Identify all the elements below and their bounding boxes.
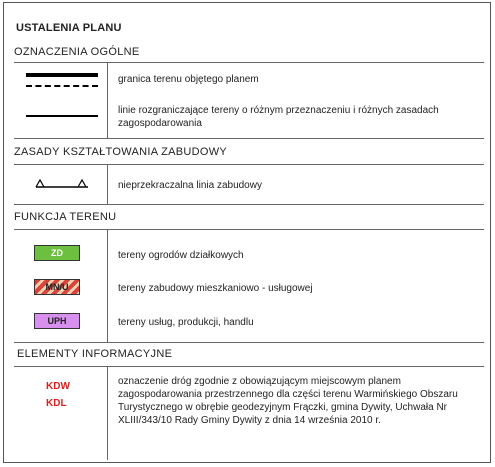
divider-land-bottom [14,342,484,343]
uph-badge: UPH [34,313,80,329]
divider-building-column [107,164,108,204]
border-line-symbol [26,73,98,77]
divider-land-top [14,229,484,230]
zd-label: tereny ogrodów działkowych [118,250,244,261]
section-building-rules: ZASADY KSZTAŁTOWANIA ZABUDOWY [14,146,228,158]
divider-general-top [14,62,484,63]
uph-label: tereny usług, produkcji, handlu [118,317,254,328]
divider-building-bottom [14,204,484,205]
kdw-code: KDW [46,381,70,392]
divider-land-column [107,229,108,342]
roads-label: oznaczenie dróg zgodnie z obowiązującym miejscowym planem zagospodarowania przestrzennego dla części terenu Warmińskiego Obszaru Turystycznego w obrębie geodezyjnym Frączki, gmina Dywity, Uchwała Nr XLIII/343/10 Rady Gminy Dywity z dnia 14 września 2010 r. [118,376,458,426]
dividing-line-symbol [26,115,98,117]
building-line-label: nieprzekraczalna linia zabudowy [118,180,262,191]
section-general: OZNACZENIA OGÓLNE [14,46,140,58]
divider-general-column [107,62,108,138]
kdl-code: KDL [46,398,67,409]
divider-info-top [14,366,484,367]
mnu-badge: MN/U [34,279,80,295]
section-info-elements: ELEMENTY INFORMACYJNE [17,348,173,360]
divider-general-bottom [14,138,484,139]
divider-info-column [107,366,108,460]
section-land-function: FUNKCJA TERENU [14,211,117,223]
building-line-symbol [30,175,94,191]
zd-badge: ZD [34,245,80,261]
border-dashed-line-symbol [26,85,98,87]
dividing-line-label: linie rozgraniczające tereny o różnym przeznaczeniu i różnych zasadach zagospodarowania [118,105,439,129]
legend-title: USTALENIA PLANU [16,22,122,34]
mnu-label: tereny zabudowy mieszkaniowo - usługowej [118,283,313,294]
border-label: granica terenu objętego planem [118,74,259,85]
divider-building-top [14,164,484,165]
